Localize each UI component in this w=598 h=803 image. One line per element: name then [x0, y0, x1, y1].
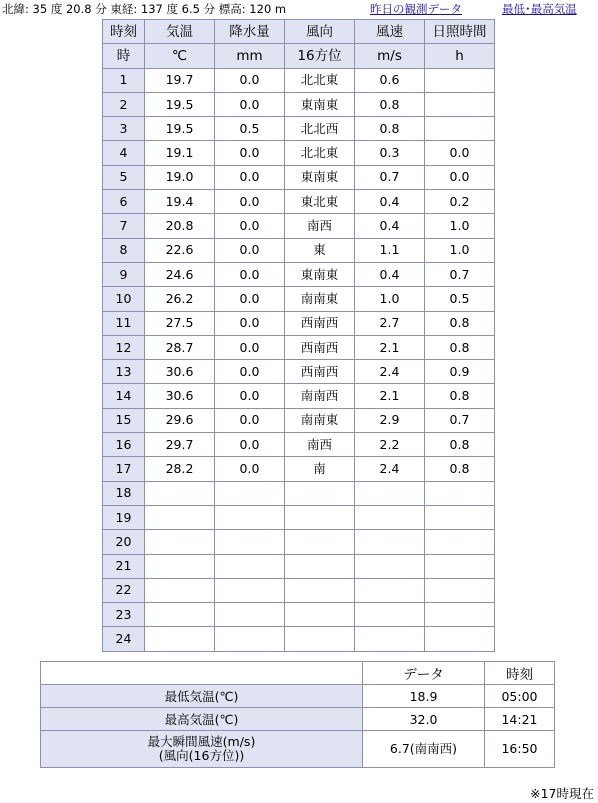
min-max-temp-link[interactable]: 最低･最高気温	[502, 2, 577, 16]
cell-hour: 2	[103, 92, 145, 116]
table-row	[103, 262, 495, 286]
cell-sunshine: 0.0	[425, 141, 495, 165]
cell-hour: 19	[103, 505, 145, 529]
cell-temperature	[145, 627, 215, 651]
cell-wind-direction: 南西	[285, 214, 355, 238]
cell-temperature: 19.5	[145, 117, 215, 141]
summary-value: 6.7(南南西)	[363, 731, 485, 768]
cell-hour: 12	[103, 335, 145, 359]
cell-precipitation: 0.0	[215, 262, 285, 286]
cell-wind-direction	[285, 578, 355, 602]
cell-temperature: 29.6	[145, 408, 215, 432]
cell-wind-speed	[355, 578, 425, 602]
table-row	[103, 287, 495, 311]
table-row	[103, 311, 495, 335]
table-header-row	[103, 20, 495, 44]
summary-header-time: 時刻	[485, 662, 555, 685]
cell-sunshine	[425, 117, 495, 141]
cell-sunshine	[425, 505, 495, 529]
summary-row-min-temp	[41, 685, 555, 708]
cell-wind-speed	[355, 505, 425, 529]
table-row	[103, 457, 495, 481]
summary-time: 05:00	[485, 685, 555, 708]
table-row	[103, 238, 495, 262]
cell-sunshine	[425, 554, 495, 578]
unit-wind-direction: 16方位	[285, 44, 355, 68]
summary-time: 14:21	[485, 708, 555, 731]
table-row	[103, 384, 495, 408]
cell-wind-speed: 2.1	[355, 335, 425, 359]
cell-hour: 6	[103, 190, 145, 214]
cell-wind-speed	[355, 603, 425, 627]
table-row	[103, 603, 495, 627]
cell-sunshine: 0.0	[425, 165, 495, 189]
cell-hour: 17	[103, 457, 145, 481]
cell-precipitation: 0.0	[215, 335, 285, 359]
cell-precipitation	[215, 554, 285, 578]
cell-temperature: 19.5	[145, 92, 215, 116]
table-row	[103, 141, 495, 165]
cell-temperature: 22.6	[145, 238, 215, 262]
cell-hour: 21	[103, 554, 145, 578]
cell-wind-direction: 南	[285, 457, 355, 481]
table-row	[103, 505, 495, 529]
cell-sunshine: 1.0	[425, 238, 495, 262]
table-row	[103, 530, 495, 554]
cell-precipitation	[215, 505, 285, 529]
cell-temperature: 28.7	[145, 335, 215, 359]
cell-wind-direction: 西南西	[285, 360, 355, 384]
daily-summary-table	[40, 661, 555, 768]
cell-wind-speed: 0.8	[355, 117, 425, 141]
cell-temperature: 19.0	[145, 165, 215, 189]
cell-precipitation	[215, 627, 285, 651]
station-location-text: 北緯: 35 度 20.8 分 東経: 137 度 6.5 分 標高: 120 m	[2, 2, 287, 16]
cell-temperature: 30.6	[145, 384, 215, 408]
table-row	[103, 165, 495, 189]
as-of-time-note: ※17時現在	[530, 786, 594, 801]
cell-wind-direction: 東	[285, 238, 355, 262]
cell-precipitation: 0.0	[215, 384, 285, 408]
table-row	[103, 578, 495, 602]
cell-temperature: 19.4	[145, 190, 215, 214]
cell-sunshine: 0.8	[425, 384, 495, 408]
cell-precipitation	[215, 530, 285, 554]
cell-wind-speed: 0.4	[355, 262, 425, 286]
station-info-bar	[0, 0, 598, 18]
cell-hour: 5	[103, 165, 145, 189]
cell-hour: 15	[103, 408, 145, 432]
table-unit-row	[103, 44, 495, 68]
table-row	[103, 554, 495, 578]
summary-row-max-temp	[41, 708, 555, 731]
table-row	[103, 92, 495, 116]
summary-value: 32.0	[363, 708, 485, 731]
cell-precipitation: 0.0	[215, 311, 285, 335]
cell-hour: 8	[103, 238, 145, 262]
cell-wind-speed: 2.7	[355, 311, 425, 335]
cell-wind-direction: 東南東	[285, 92, 355, 116]
cell-sunshine: 0.5	[425, 287, 495, 311]
cell-hour: 10	[103, 287, 145, 311]
summary-label: 最低気温(℃)	[41, 685, 363, 708]
cell-sunshine	[425, 481, 495, 505]
cell-hour: 24	[103, 627, 145, 651]
cell-wind-speed	[355, 554, 425, 578]
column-header-temperature: 気温	[145, 20, 215, 44]
column-header-precipitation: 降水量	[215, 20, 285, 44]
cell-hour: 4	[103, 141, 145, 165]
cell-wind-speed	[355, 530, 425, 554]
table-row	[103, 117, 495, 141]
yesterday-data-link[interactable]: 昨日の観測データ	[370, 2, 462, 16]
summary-header-data: データ	[363, 662, 485, 685]
summary-label-line: 最大瞬間風速(m/s)	[147, 734, 256, 749]
cell-hour: 1	[103, 68, 145, 92]
unit-time: 時	[103, 44, 145, 68]
cell-precipitation: 0.0	[215, 287, 285, 311]
cell-precipitation: 0.0	[215, 214, 285, 238]
cell-sunshine	[425, 578, 495, 602]
cell-sunshine	[425, 68, 495, 92]
cell-precipitation: 0.0	[215, 92, 285, 116]
summary-time: 16:50	[485, 731, 555, 768]
cell-precipitation: 0.0	[215, 141, 285, 165]
cell-hour: 3	[103, 117, 145, 141]
summary-row-max-gust	[41, 731, 555, 768]
cell-sunshine	[425, 92, 495, 116]
cell-temperature	[145, 603, 215, 627]
cell-wind-speed: 0.4	[355, 190, 425, 214]
cell-temperature	[145, 554, 215, 578]
cell-precipitation: 0.0	[215, 68, 285, 92]
cell-wind-direction: 北北東	[285, 141, 355, 165]
cell-wind-direction: 東北東	[285, 190, 355, 214]
cell-sunshine	[425, 603, 495, 627]
cell-hour: 16	[103, 433, 145, 457]
cell-wind-direction: 南南東	[285, 408, 355, 432]
cell-precipitation: 0.0	[215, 190, 285, 214]
cell-wind-speed	[355, 627, 425, 651]
cell-precipitation	[215, 603, 285, 627]
cell-wind-direction: 北北西	[285, 117, 355, 141]
cell-wind-direction: 南南東	[285, 287, 355, 311]
cell-precipitation: 0.0	[215, 433, 285, 457]
cell-temperature: 27.5	[145, 311, 215, 335]
table-row	[103, 433, 495, 457]
table-row	[103, 360, 495, 384]
cell-wind-speed: 0.7	[355, 165, 425, 189]
cell-wind-speed: 0.6	[355, 68, 425, 92]
cell-hour: 14	[103, 384, 145, 408]
cell-precipitation: 0.0	[215, 165, 285, 189]
cell-wind-direction: 南南西	[285, 384, 355, 408]
cell-wind-direction: 東南東	[285, 262, 355, 286]
cell-temperature: 26.2	[145, 287, 215, 311]
cell-sunshine: 0.9	[425, 360, 495, 384]
cell-sunshine: 0.8	[425, 433, 495, 457]
summary-label-line: (風向(16方位))	[158, 748, 245, 763]
cell-temperature	[145, 481, 215, 505]
summary-label: 最高気温(℃)	[41, 708, 363, 731]
cell-precipitation: 0.0	[215, 360, 285, 384]
cell-temperature	[145, 530, 215, 554]
cell-wind-direction	[285, 481, 355, 505]
cell-sunshine: 1.0	[425, 214, 495, 238]
cell-hour: 9	[103, 262, 145, 286]
table-row	[103, 627, 495, 651]
unit-precipitation: mm	[215, 44, 285, 68]
cell-temperature: 19.7	[145, 68, 215, 92]
cell-temperature: 20.8	[145, 214, 215, 238]
cell-wind-direction: 西南西	[285, 335, 355, 359]
cell-hour: 23	[103, 603, 145, 627]
cell-sunshine: 0.7	[425, 408, 495, 432]
cell-wind-direction: 東南東	[285, 165, 355, 189]
table-row	[103, 190, 495, 214]
cell-wind-speed: 2.9	[355, 408, 425, 432]
cell-wind-direction	[285, 603, 355, 627]
cell-hour: 7	[103, 214, 145, 238]
summary-header-label	[41, 662, 363, 685]
column-header-wind-direction: 風向	[285, 20, 355, 44]
cell-temperature: 24.6	[145, 262, 215, 286]
column-header-sunshine: 日照時間	[425, 20, 495, 44]
summary-label	[41, 731, 363, 768]
cell-precipitation: 0.0	[215, 238, 285, 262]
cell-wind-speed: 1.0	[355, 287, 425, 311]
table-row	[103, 408, 495, 432]
table-row	[103, 214, 495, 238]
cell-wind-speed: 0.4	[355, 214, 425, 238]
hourly-observation-table	[102, 19, 495, 652]
cell-temperature: 29.7	[145, 433, 215, 457]
cell-sunshine: 0.8	[425, 335, 495, 359]
column-header-time: 時刻	[103, 20, 145, 44]
table-row	[103, 68, 495, 92]
table-row	[103, 481, 495, 505]
cell-temperature: 28.2	[145, 457, 215, 481]
cell-sunshine: 0.8	[425, 457, 495, 481]
cell-hour: 11	[103, 311, 145, 335]
cell-wind-speed: 2.2	[355, 433, 425, 457]
summary-value: 18.9	[363, 685, 485, 708]
unit-wind-speed: m/s	[355, 44, 425, 68]
cell-precipitation: 0.5	[215, 117, 285, 141]
cell-sunshine: 0.2	[425, 190, 495, 214]
cell-wind-direction	[285, 530, 355, 554]
cell-sunshine	[425, 627, 495, 651]
cell-wind-direction: 北北東	[285, 68, 355, 92]
cell-sunshine	[425, 530, 495, 554]
cell-hour: 20	[103, 530, 145, 554]
cell-precipitation	[215, 578, 285, 602]
summary-header-row	[41, 662, 555, 685]
table-row	[103, 335, 495, 359]
cell-temperature	[145, 578, 215, 602]
cell-wind-speed: 2.4	[355, 457, 425, 481]
cell-wind-speed: 1.1	[355, 238, 425, 262]
cell-wind-direction	[285, 627, 355, 651]
cell-wind-speed: 2.4	[355, 360, 425, 384]
cell-wind-direction	[285, 554, 355, 578]
cell-wind-speed: 2.1	[355, 384, 425, 408]
cell-hour: 18	[103, 481, 145, 505]
cell-wind-direction: 西南西	[285, 311, 355, 335]
cell-wind-direction: 南西	[285, 433, 355, 457]
unit-temperature: ℃	[145, 44, 215, 68]
cell-wind-direction	[285, 505, 355, 529]
cell-wind-speed: 0.3	[355, 141, 425, 165]
cell-temperature: 19.1	[145, 141, 215, 165]
cell-precipitation	[215, 481, 285, 505]
cell-sunshine: 0.8	[425, 311, 495, 335]
cell-wind-speed	[355, 481, 425, 505]
cell-hour: 13	[103, 360, 145, 384]
cell-sunshine: 0.7	[425, 262, 495, 286]
cell-temperature	[145, 505, 215, 529]
cell-precipitation: 0.0	[215, 408, 285, 432]
cell-wind-speed: 0.8	[355, 92, 425, 116]
column-header-wind-speed: 風速	[355, 20, 425, 44]
cell-hour: 22	[103, 578, 145, 602]
cell-precipitation: 0.0	[215, 457, 285, 481]
cell-temperature: 30.6	[145, 360, 215, 384]
unit-sunshine: h	[425, 44, 495, 68]
